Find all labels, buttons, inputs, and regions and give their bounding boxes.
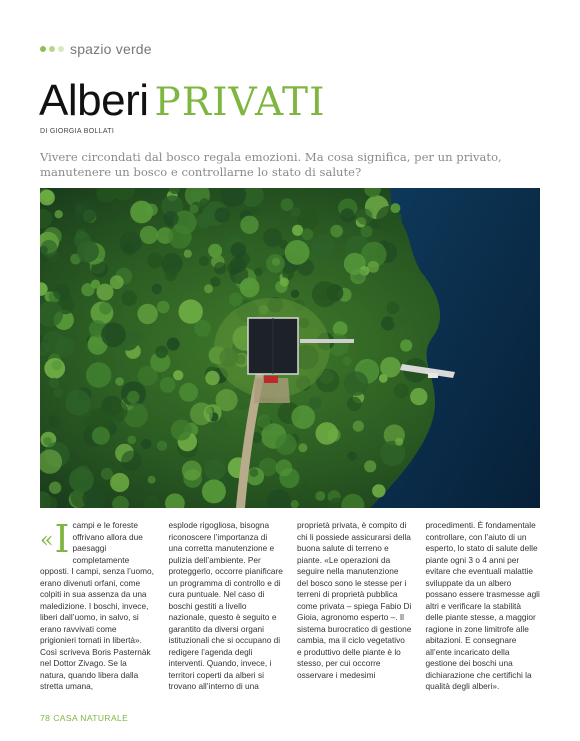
drop-letter: I — [54, 517, 70, 561]
tree-canopy — [291, 290, 299, 298]
tree-canopy — [123, 403, 148, 428]
tree-canopy — [141, 439, 151, 449]
tree-canopy — [230, 257, 246, 273]
title-part-1: Alberi — [39, 76, 149, 125]
tree-canopy — [101, 468, 113, 480]
tree-canopy — [92, 427, 110, 445]
tree-canopy — [179, 299, 203, 323]
magazine-name: CASA NATURALE — [53, 713, 129, 723]
tree-canopy — [76, 229, 87, 240]
tree-canopy — [171, 420, 192, 441]
tree-canopy — [390, 203, 400, 213]
tree-canopy — [312, 281, 338, 307]
tree-canopy — [301, 228, 313, 240]
body-text — [40, 517, 540, 710]
tree-canopy — [316, 422, 339, 445]
tree-canopy — [208, 244, 222, 258]
tree-canopy — [330, 225, 343, 238]
body-column-2 — [169, 520, 284, 710]
tree-canopy — [285, 240, 310, 265]
tree-canopy — [204, 284, 213, 293]
tree-canopy — [343, 356, 352, 365]
tree-canopy — [121, 451, 142, 472]
tree-canopy — [157, 441, 167, 451]
byline: DI GIORGIA BOLLATI — [40, 128, 115, 135]
tree-canopy — [127, 391, 139, 403]
tree-canopy — [74, 200, 97, 223]
tree-canopy — [115, 377, 124, 386]
tree-canopy — [315, 491, 325, 501]
tree-canopy — [114, 217, 130, 233]
tree-canopy — [202, 479, 226, 503]
tree-canopy — [69, 467, 94, 492]
tree-canopy — [127, 435, 136, 444]
tree-canopy — [240, 278, 260, 298]
tree-canopy — [291, 500, 299, 508]
tree-canopy — [347, 397, 361, 411]
tree-canopy — [52, 360, 62, 370]
tree-canopy — [134, 333, 143, 342]
tree-canopy — [53, 388, 63, 398]
tree-canopy — [69, 270, 80, 281]
tree-canopy — [65, 390, 91, 416]
column-1-text: campi e le foreste offrivano allora due paesaggi completamente opposti. I campi, senza l’uomo, erano divenuti orfani, come colpiti in sua assenza da una maledizione. I boschi, invece, liberi dall’uomo, in salvo, si erano ravvivati come prigionieri tornati in libertà». Così scriveva Boris Pasternàk nel Dottor Zivago. Se la natura, quando libera dalla stretta umana, — [40, 520, 154, 691]
tree-canopy — [190, 402, 213, 425]
tree-canopy — [350, 268, 366, 284]
tree-canopy — [216, 389, 238, 411]
tree-canopy — [263, 228, 282, 247]
tree-canopy — [210, 277, 220, 287]
tree-canopy — [121, 290, 137, 306]
tree-canopy — [400, 339, 412, 351]
tree-canopy — [344, 371, 369, 396]
tree-canopy — [110, 275, 124, 289]
tree-canopy — [320, 243, 329, 252]
tree-canopy — [179, 383, 198, 402]
tree-canopy — [152, 284, 162, 294]
tree-canopy — [340, 208, 354, 222]
tree-canopy — [173, 370, 183, 380]
tree-canopy — [99, 302, 112, 315]
kicker-dot-2 — [49, 46, 55, 52]
red-car — [264, 376, 278, 383]
tree-canopy — [272, 258, 280, 266]
tree-canopy — [55, 337, 75, 357]
tree-canopy — [120, 232, 142, 254]
tree-canopy — [280, 277, 289, 286]
tree-canopy — [395, 438, 403, 446]
tree-canopy — [101, 322, 126, 347]
tree-canopy — [148, 476, 156, 484]
tree-canopy — [353, 421, 364, 432]
drop-cap — [40, 517, 70, 561]
tree-canopy — [53, 284, 69, 300]
tree-canopy — [380, 357, 401, 378]
tree-canopy — [55, 210, 63, 218]
tree-canopy — [281, 198, 294, 211]
tree-canopy — [240, 216, 258, 234]
tree-canopy — [250, 468, 259, 477]
tree-canopy — [91, 280, 100, 289]
tree-canopy — [394, 383, 409, 398]
tree-canopy — [137, 304, 157, 324]
tree-canopy — [167, 338, 180, 351]
tree-canopy — [145, 204, 157, 216]
body-column-3 — [297, 520, 412, 710]
tree-canopy — [372, 484, 385, 497]
tree-canopy — [276, 460, 293, 477]
tree-canopy — [196, 213, 211, 228]
tree-canopy — [155, 346, 168, 359]
tree-canopy — [231, 242, 246, 257]
tree-canopy — [254, 268, 262, 276]
tree-canopy — [348, 451, 357, 460]
tree-canopy — [140, 226, 158, 244]
tree-canopy — [160, 377, 176, 393]
tree-canopy — [214, 262, 226, 274]
tree-canopy — [356, 209, 372, 225]
standfirst: Vivere circondati dal bosco regala emozioni. Ma cosa significa, per un privato, manutenere un bosco e controllarne lo stato di salute? — [40, 150, 502, 179]
tree-canopy — [110, 473, 129, 492]
tree-canopy — [393, 313, 408, 328]
tree-canopy — [291, 405, 315, 429]
body-column-1 — [40, 517, 155, 710]
tree-canopy — [309, 397, 322, 410]
title-part-2: PRIVATI — [154, 80, 326, 125]
tree-canopy — [199, 256, 209, 266]
tree-canopy — [410, 388, 427, 405]
column-4-text: procedimenti. È fondamentale controllare, con l’aiuto di un esperto, lo stato di salute delle piante ogni 3 o 4 anni per evitare che eventuali malattie sviluppate da un albero possano essere trasmesse agli altri e verificare la stabilità delle piante stesse, a maggior ragione in zone limitrofe alle abitazioni. E consegnare all’ente incaricato della gestione dei boschi una dichiarazione che certifichi la qualità degli alberi». — [425, 520, 540, 691]
aerial-forest-photo — [40, 188, 540, 508]
kicker-dot-3 — [58, 46, 64, 52]
tree-canopy — [257, 415, 271, 429]
tree-canopy — [204, 459, 225, 480]
column-3-text: proprietà privata, è compito di chi li possiede assicurarsi della buona salute di terreno e piante. «Le operazioni da seguire nella manutenzione del bosco sono le stesse per i terreni di proprietà pubblica come privata – spiega Fabio Di Gioia, agronomo esperto –. Il sistema burocratico di gestione cambia, ma il ciclo vegetativo e produttivo delle piante è lo stesso, per cui occorre osservare i medesimi — [297, 520, 412, 680]
tree-canopy — [302, 483, 310, 491]
tree-canopy — [182, 461, 202, 481]
tree-canopy — [214, 207, 230, 223]
tree-canopy — [86, 362, 111, 387]
kicker-dots — [40, 46, 64, 52]
tree-canopy — [165, 269, 178, 282]
tree-canopy — [291, 207, 301, 217]
tree-canopy — [229, 293, 243, 307]
section-label: spazio verde — [70, 41, 152, 57]
section-kicker — [40, 41, 152, 57]
hero-photo — [40, 188, 540, 508]
tree-canopy — [367, 261, 379, 273]
body-column-4 — [426, 520, 541, 710]
tree-canopy — [49, 378, 59, 388]
tree-canopy — [275, 434, 296, 455]
tree-canopy — [49, 482, 61, 494]
tree-canopy — [41, 240, 58, 257]
tree-canopy — [147, 253, 163, 269]
page-footer — [40, 713, 128, 725]
tree-canopy — [200, 198, 209, 207]
tree-canopy — [48, 415, 61, 428]
tree-canopy — [157, 301, 170, 314]
column-2-text: esplode rigogliosa, bisogna riconoscere l’importanza di una corretta manutenzione e pulizia dell’ambiente. Per proteggerlo, occorre pianificare un programma di controllo e di cura puntuale. Nel caso di boschi gestiti a livello nazionale, questo è seguito e garantito da diversi organi istituzionali che si occupano di redigere l’agenda degli interventi. Quando, invece, i territori coperti da alberi si trovano all’interno di una — [168, 520, 283, 691]
tree-canopy — [364, 460, 376, 472]
tree-canopy — [164, 211, 179, 226]
page-title — [39, 76, 325, 126]
tree-canopy — [298, 443, 307, 452]
page-number: 78 — [40, 713, 51, 723]
walkway — [300, 339, 354, 343]
opening-quote: « — [40, 528, 54, 553]
tree-canopy — [43, 437, 51, 445]
tree-canopy — [184, 250, 192, 258]
tree-canopy — [387, 301, 400, 314]
kicker-dot-1 — [40, 46, 46, 52]
tree-canopy — [205, 371, 219, 385]
tree-canopy — [77, 241, 99, 263]
